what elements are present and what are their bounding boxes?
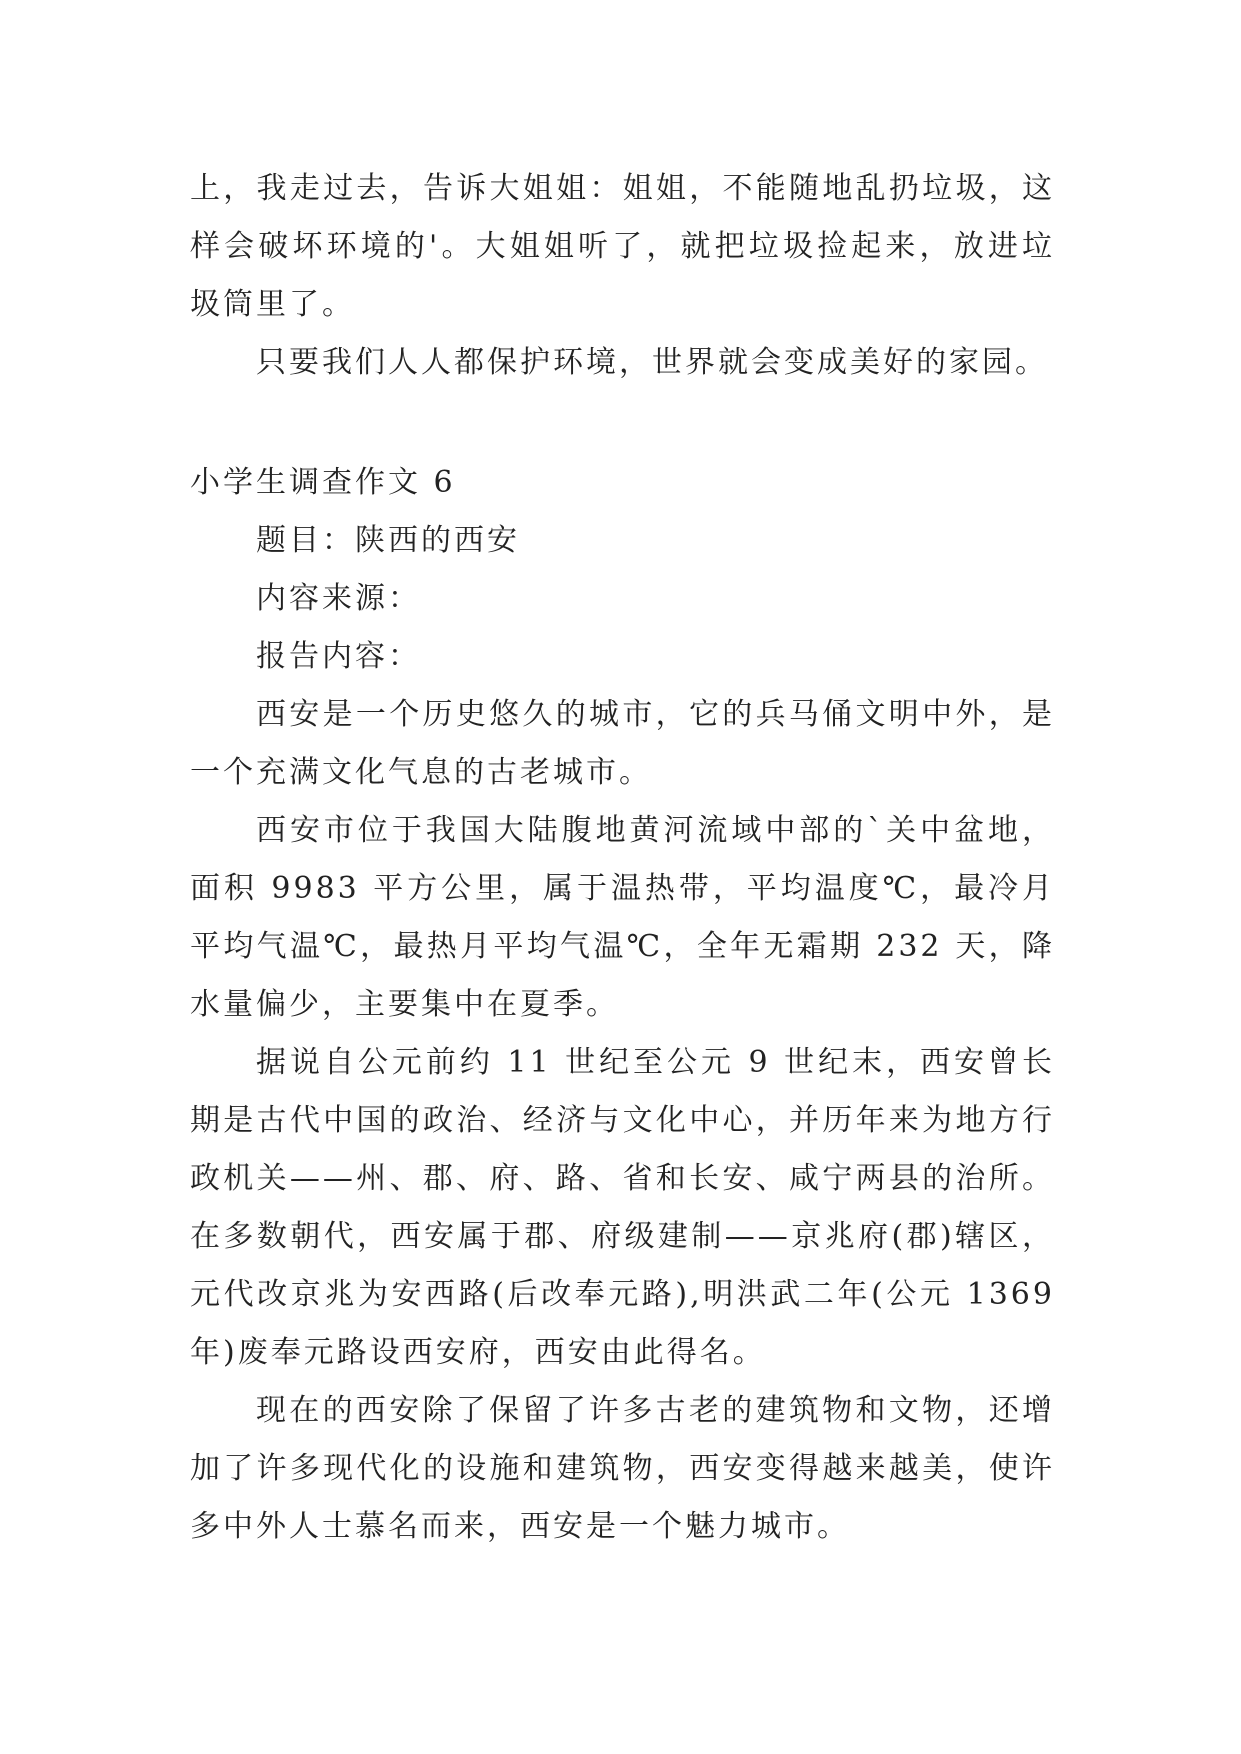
section-gap xyxy=(190,392,1055,454)
prev-essay-closing-paragraph: 只要我们人人都保护环境，世界就会变成美好的家园。 xyxy=(256,345,1048,380)
essay-topic: 题目：陕西的西安 xyxy=(256,523,520,558)
essay-paragraph: 据说自公元前约 11 世纪至公元 9 世纪末，西安曾长期是古代中国的政治、经济与文化中心，并历年来为地方行政机关——州、郡、府、路、省和长安、咸宁两县的治所。在多数朝代，西安属于郡、府级建制——京兆府(郡)辖区，元代改京兆为安西路(后改奉元路),明洪武二年(公元 1369 年)废奉元路设西安府，西安由此得名。 xyxy=(190,1045,1055,1370)
document-body xyxy=(190,160,1055,1556)
essay-source: 内容来源： xyxy=(256,581,421,616)
essay-report-label: 报告内容： xyxy=(256,639,421,674)
essay-paragraph: 西安是一个历史悠久的城市，它的兵马俑文明中外，是一个充满文化气息的古老城市。 xyxy=(190,697,1055,790)
essay-paragraph: 西安市位于我国大陆腹地黄河流域中部的`关中盆地，面积 9983 平方公里，属于温热带，平均温度℃，最冷月平均气温℃，最热月平均气温℃，全年无霜期 232 天，降水量偏少，主要集中在夏季。 xyxy=(190,813,1055,1022)
essay-title: 小学生调查作文 6 xyxy=(190,465,456,500)
essay-paragraph: 现在的西安除了保留了许多古老的建筑物和文物，还增加了许多现代化的设施和建筑物，西安变得越来越美，使许多中外人士慕名而来，西安是一个魅力城市。 xyxy=(190,1393,1055,1544)
prev-essay-paragraph: 上，我走过去，告诉大姐姐：姐姐，不能随地乱扔垃圾，这样会破坏环境的'。大姐姐听了，就把垃圾捡起来，放进垃圾筒里了。 xyxy=(190,171,1055,322)
